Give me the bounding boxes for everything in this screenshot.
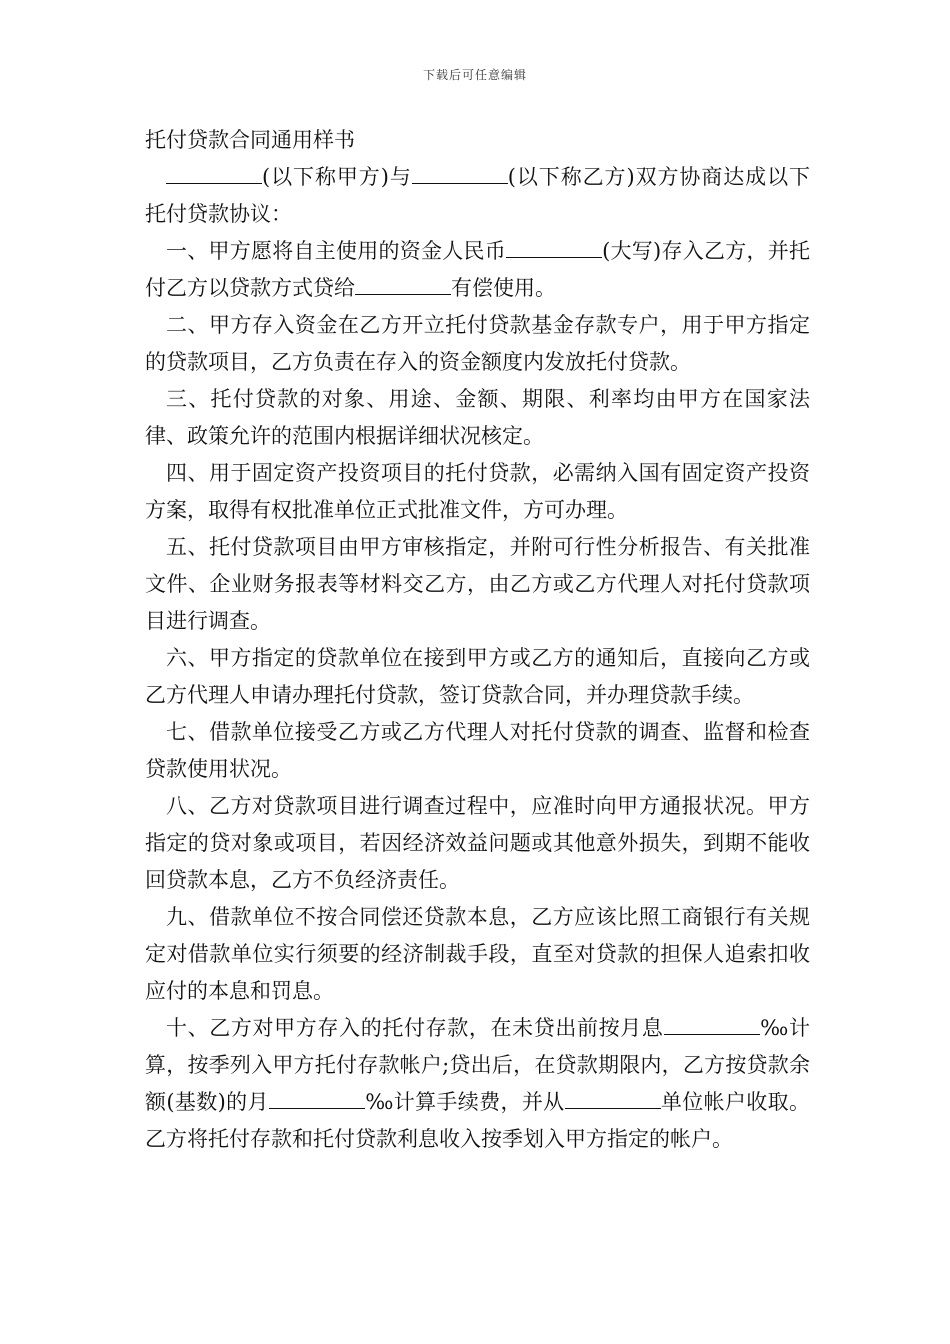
blank-line	[506, 235, 602, 258]
blank-line	[412, 161, 508, 184]
blank-line	[355, 272, 451, 295]
blank-line	[269, 1086, 365, 1109]
clause-9: 九、借款单位不按合同偿还贷款本息，乙方应该比照工商银行有关规定对借款单位实行须要的经济制裁手段，直至对贷款的担保人追索扣收应付的本息和罚息。	[145, 905, 810, 1003]
intro-paragraph	[145, 159, 810, 233]
header-note: 下载后可任意编辑	[422, 68, 527, 82]
clause-10	[145, 1010, 810, 1158]
intro-text-2: (以下称乙方)双方协商达成以下托付贷款协议：	[145, 165, 811, 226]
clause-6: 六、甲方指定的贷款单位在接到甲方或乙方的通知后，直接向乙方或乙方代理人申请办理托付贷款，签订贷款合同，并办理贷款手续。	[145, 646, 810, 707]
blank-line	[664, 1012, 760, 1035]
intro-text-1: (以下称甲方)与	[262, 165, 412, 189]
clause-10-text-4: 单位帐户收取。乙方将托付存款和托付贷款利息收入按季划入甲方指定的帐户。	[145, 1090, 810, 1151]
clause-10-text-2: ‰计算，按季列入甲方托付存款帐户;贷出后，在贷款期限内，乙方按贷款余额(基数)的月	[145, 1016, 810, 1114]
clause-3: 三、托付贷款的对象、用途、金额、期限、利率均由甲方在国家法律、政策允许的范围内根据详细状况核定。	[145, 387, 810, 448]
document-body	[145, 122, 810, 1158]
document-title: 托付贷款合同通用样书	[145, 128, 355, 152]
clause-10-text-1: 十、乙方对甲方存入的托付存款，在未贷出前按月息	[166, 1016, 664, 1040]
clause-1	[145, 233, 810, 307]
blank-line	[565, 1086, 661, 1109]
clause-5: 五、托付贷款项目由甲方审核指定，并附可行性分析报告、有关批准文件、企业财务报表等材料交乙方，由乙方或乙方代理人对托付贷款项目进行调查。	[145, 535, 810, 633]
clause-10-text-3: ‰计算手续费，并从	[364, 1090, 565, 1114]
clause-7: 七、借款单位接受乙方或乙方代理人对托付贷款的调查、监督和检查贷款使用状况。	[145, 720, 810, 781]
clause-1-text-2: (大写)存入乙方，并托付乙方以贷款方式贷给	[145, 239, 811, 300]
clause-4: 四、用于固定资产投资项目的托付贷款，必需纳入国有固定资产投资方案，取得有权批准单位正式批准文件，方可办理。	[145, 461, 810, 522]
clause-8: 八、乙方对贷款项目进行调查过程中，应准时向甲方通报状况。甲方指定的贷对象或项目，若因经济效益问题或其他意外损失，到期不能收回贷款本息，乙方不负经济责任。	[145, 794, 810, 892]
clause-1-text-3: 有偿使用。	[451, 276, 556, 300]
blank-line	[166, 161, 262, 184]
clause-1-text-1: 一、甲方愿将自主使用的资金人民币	[166, 239, 507, 263]
clause-2: 二、甲方存入资金在乙方开立托付贷款基金存款专户，用于甲方指定的贷款项目，乙方负责在存入的资金额度内发放托付贷款。	[145, 313, 810, 374]
